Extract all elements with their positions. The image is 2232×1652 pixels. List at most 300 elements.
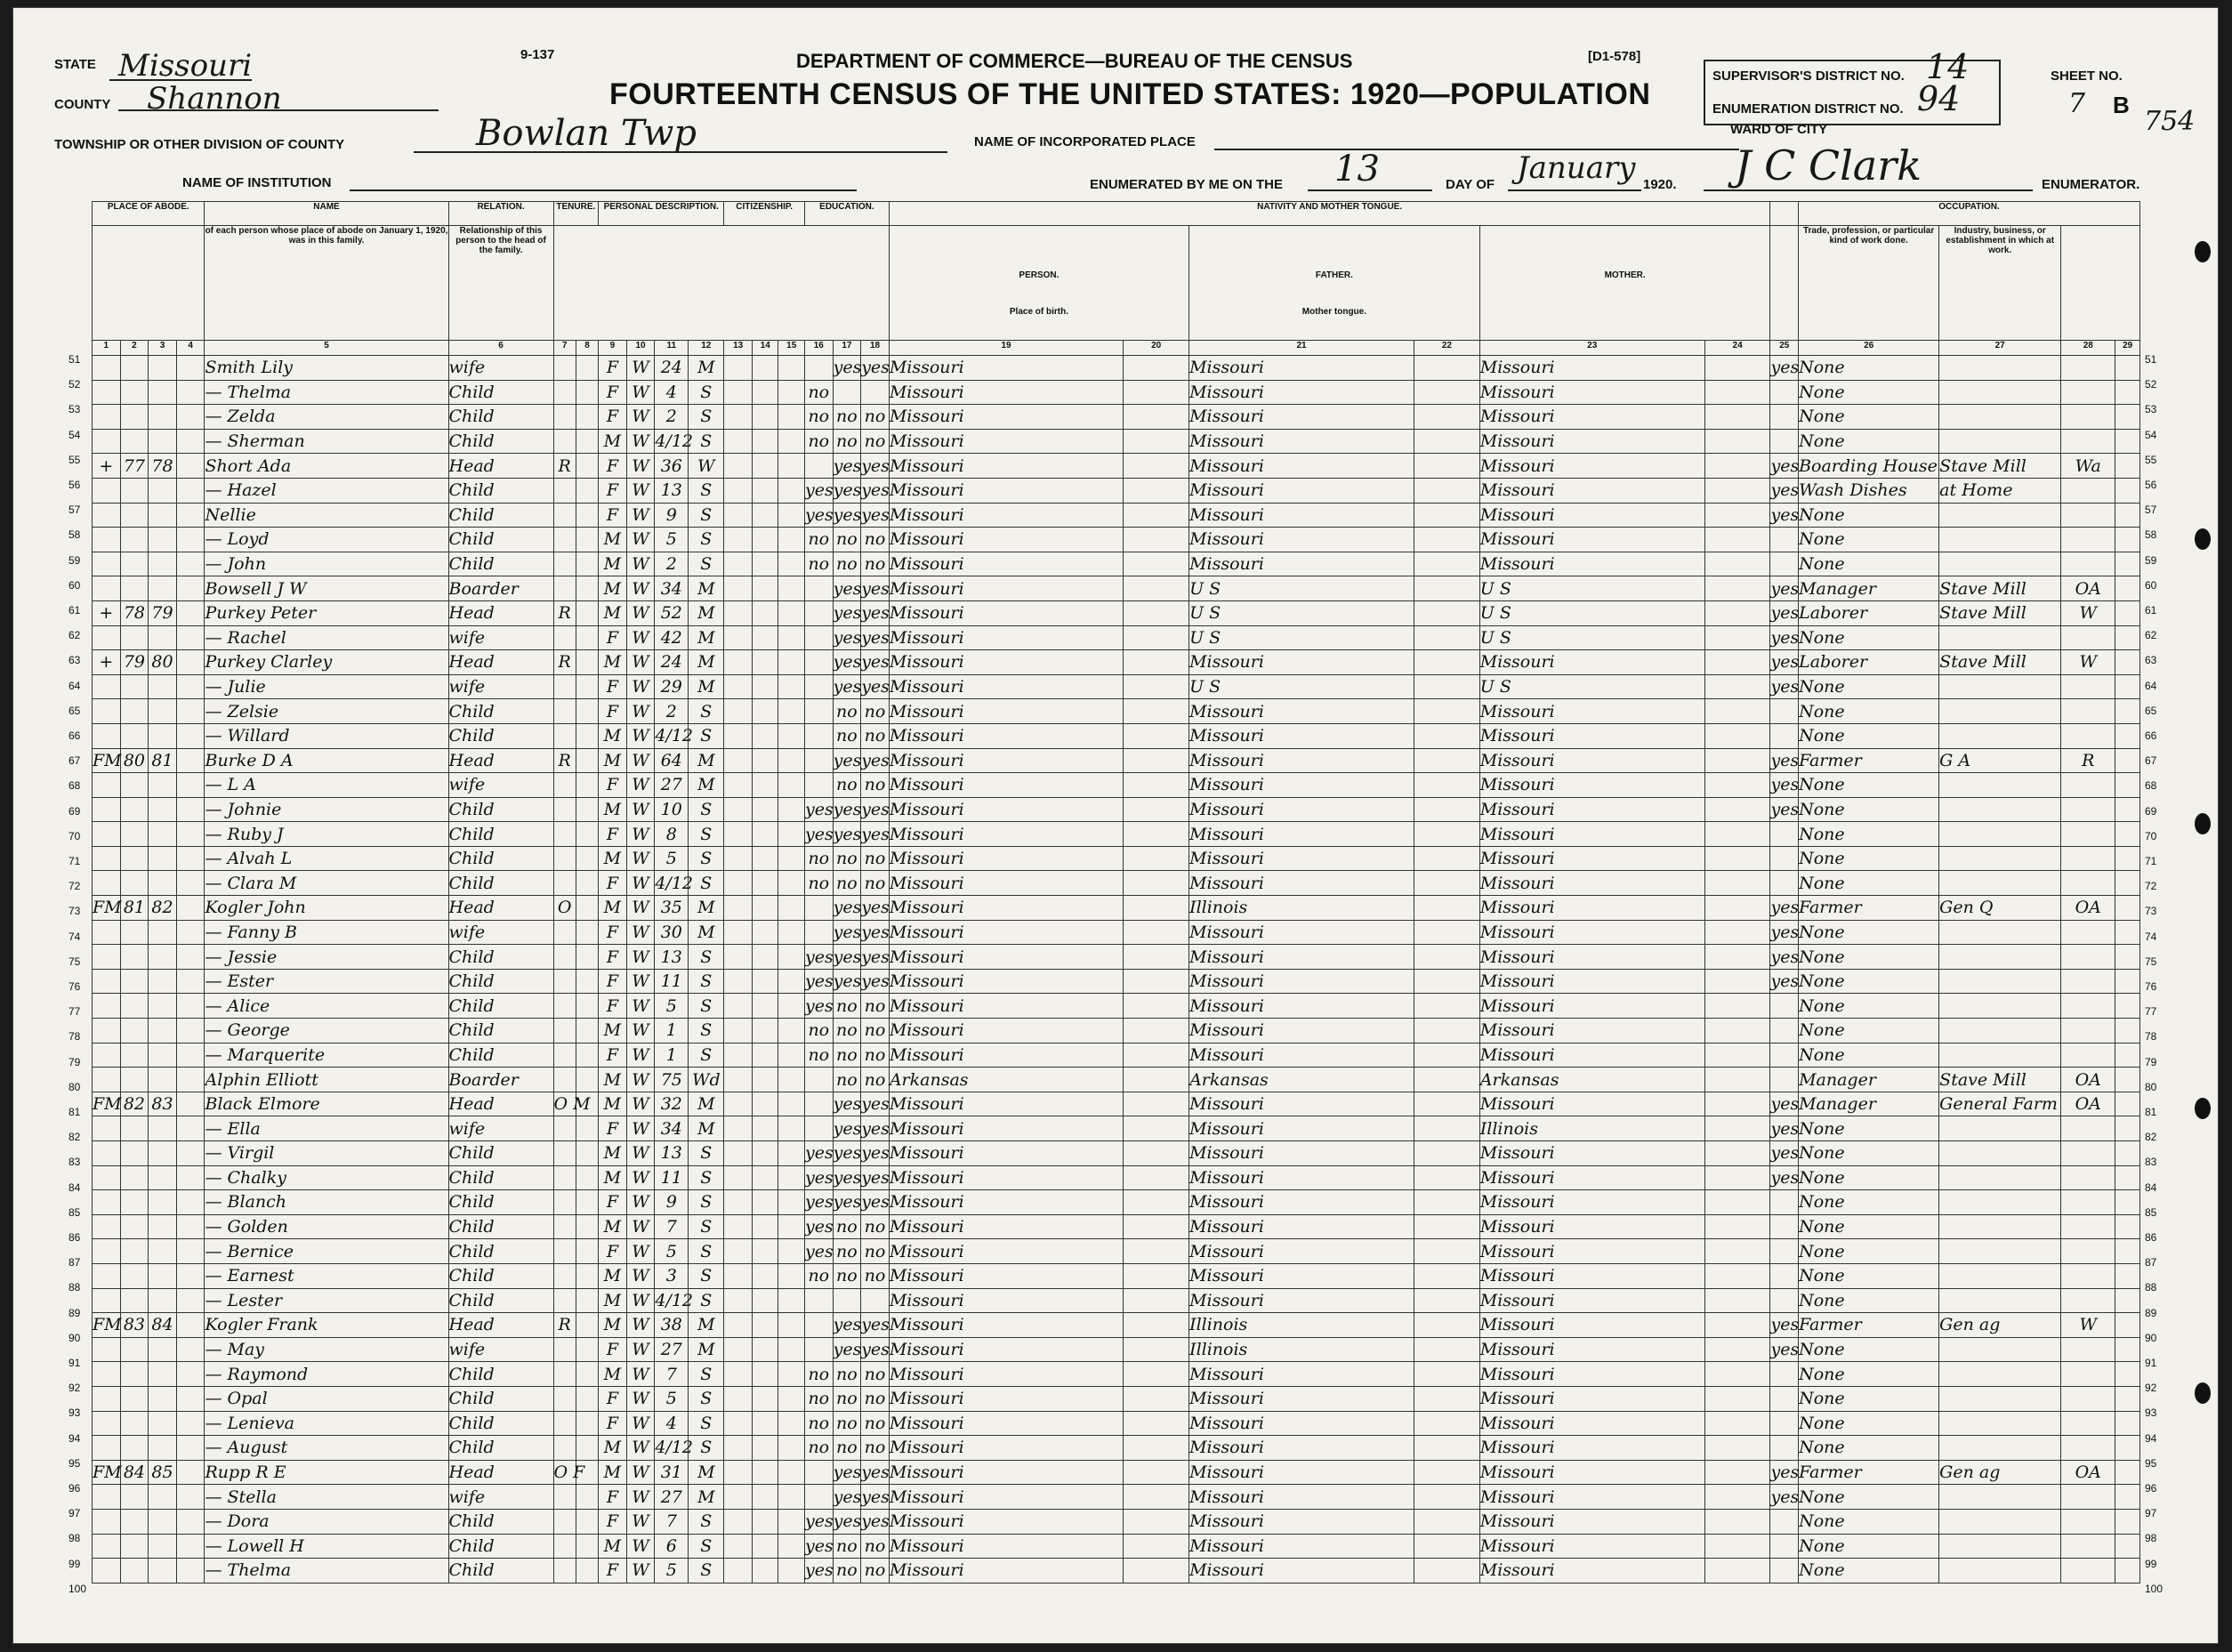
cell-mother-tongue xyxy=(1704,1436,1770,1461)
cell-person-birthplace: Missouri xyxy=(889,478,1123,503)
cell-mother-birthplace: Missouri xyxy=(1479,1263,1704,1288)
punch-hole xyxy=(2195,1098,2211,1119)
cell-farm-schedule xyxy=(2115,797,2140,822)
cell-father-birthplace: Illinois xyxy=(1189,896,1414,921)
cell-father-tongue xyxy=(1414,1116,1480,1141)
cell-person-birthplace: Missouri xyxy=(889,1141,1123,1166)
punch-hole xyxy=(2195,241,2211,262)
cell-father-tongue xyxy=(1414,1263,1480,1288)
cell-family-number xyxy=(149,478,177,503)
cell-dwelling-number xyxy=(120,1436,149,1461)
cell-tenure-owned xyxy=(553,1116,576,1141)
cell-year-immigration xyxy=(724,478,753,503)
cell-father-tongue xyxy=(1414,1190,1480,1215)
cell-farm-schedule xyxy=(2115,405,2140,430)
cell-speaks-english: yes xyxy=(1770,945,1799,970)
cell-family-number xyxy=(149,1509,177,1534)
cell-industry: Stave Mill xyxy=(1939,650,2061,675)
cell-attended-school: yes xyxy=(804,1141,833,1166)
cell-mother-birthplace: Missouri xyxy=(1479,699,1704,724)
column-number: 13 xyxy=(724,341,753,356)
cell-relation: wife xyxy=(448,674,553,699)
cell-abode-street: FM xyxy=(93,748,121,773)
cell-visitation-order xyxy=(176,994,205,1019)
cell-dwelling-number xyxy=(120,920,149,945)
cell-able-write xyxy=(861,380,890,405)
cell-sex: F xyxy=(599,945,627,970)
cell-year-immigration xyxy=(724,1411,753,1436)
desc-mother xyxy=(1479,226,1770,341)
cell-speaks-english xyxy=(1770,1386,1799,1411)
line-number: 68 xyxy=(2145,779,2157,793)
line-number: 60 xyxy=(2145,578,2157,592)
cell-tenure-owned xyxy=(553,478,576,503)
cell-sex: F xyxy=(599,1337,627,1362)
line-number: 75 xyxy=(2145,955,2157,968)
cell-person-tongue xyxy=(1124,1460,1189,1485)
cell-visitation-order xyxy=(176,1313,205,1338)
cell-visitation-order xyxy=(176,503,205,528)
cell-employer-class xyxy=(2061,846,2115,871)
cell-year-immigration xyxy=(724,969,753,994)
cell-person-birthplace: Missouri xyxy=(889,650,1123,675)
cell-mother-tongue xyxy=(1704,1460,1770,1485)
cell-mother-birthplace: Missouri xyxy=(1479,1214,1704,1239)
cell-naturalized xyxy=(752,871,778,896)
cell-family-number xyxy=(149,846,177,871)
cell-year-immigration xyxy=(724,625,753,650)
cell-tenure-owned xyxy=(553,1141,576,1166)
group-tenure: TENURE. xyxy=(553,202,599,226)
cell-father-tongue xyxy=(1414,1485,1480,1510)
cell-sex: M xyxy=(599,1019,627,1044)
cell-tenure-mortgage xyxy=(576,356,598,381)
cell-relation: Child xyxy=(448,1190,553,1215)
cell-industry xyxy=(1939,723,2061,748)
cell-person-name: — Zelda xyxy=(205,405,448,430)
cell-able-read: no xyxy=(833,994,861,1019)
cell-employer-class: W xyxy=(2061,600,2115,625)
cell-year-naturalization xyxy=(778,600,805,625)
cell-person-birthplace: Missouri xyxy=(889,380,1123,405)
cell-mother-birthplace: Missouri xyxy=(1479,1509,1704,1534)
line-number: 55 xyxy=(68,453,81,466)
cell-mother-tongue xyxy=(1704,1263,1770,1288)
cell-dwelling-number xyxy=(120,1239,149,1264)
cell-year-naturalization xyxy=(778,1288,805,1313)
cell-mother-birthplace: Missouri xyxy=(1479,1092,1704,1116)
cell-abode-street xyxy=(93,674,121,699)
cell-person-tongue xyxy=(1124,994,1189,1019)
cell-year-naturalization xyxy=(778,1509,805,1534)
cell-sex: M xyxy=(599,797,627,822)
cell-relation: wife xyxy=(448,1116,553,1141)
column-number: 19 xyxy=(889,341,1123,356)
cell-able-read: no xyxy=(833,1386,861,1411)
cell-able-write: no xyxy=(861,1362,890,1387)
cell-abode-street: FM xyxy=(93,1313,121,1338)
cell-mother-tongue xyxy=(1704,699,1770,724)
cell-tenure-mortgage xyxy=(576,699,598,724)
cell-farm-schedule xyxy=(2115,650,2140,675)
cell-person-name: — Clara M xyxy=(205,871,448,896)
cell-farm-schedule xyxy=(2115,1534,2140,1559)
table-row xyxy=(93,748,2140,773)
cell-visitation-order xyxy=(176,600,205,625)
cell-dwelling-number xyxy=(120,945,149,970)
cell-year-naturalization xyxy=(778,773,805,798)
cell-trade: None xyxy=(1799,356,1939,381)
cell-attended-school xyxy=(804,1116,833,1141)
cell-speaks-english: yes xyxy=(1770,576,1799,601)
table-row xyxy=(93,380,2140,405)
cell-tenure-mortgage xyxy=(576,1288,598,1313)
cell-industry xyxy=(1939,1043,2061,1068)
cell-person-tongue xyxy=(1124,1214,1189,1239)
cell-visitation-order xyxy=(176,1559,205,1584)
cell-tenure-owned xyxy=(553,723,576,748)
cell-naturalized xyxy=(752,380,778,405)
cell-mother-tongue xyxy=(1704,429,1770,454)
cell-person-tongue xyxy=(1124,528,1189,552)
table-row xyxy=(93,1092,2140,1116)
cell-abode-street xyxy=(93,797,121,822)
cell-speaks-english xyxy=(1770,1263,1799,1288)
cell-employer-class xyxy=(2061,1337,2115,1362)
column-number-row xyxy=(93,341,2140,356)
cell-race: W xyxy=(626,699,655,724)
cell-able-write: yes xyxy=(861,674,890,699)
cell-father-tongue xyxy=(1414,528,1480,552)
cell-speaks-english xyxy=(1770,994,1799,1019)
line-number: 53 xyxy=(68,403,81,416)
cell-tenure-mortgage xyxy=(576,1116,598,1141)
cell-dwelling-number xyxy=(120,1068,149,1092)
cell-person-tongue xyxy=(1124,1534,1189,1559)
table-row xyxy=(93,478,2140,503)
line-number: 74 xyxy=(68,930,81,943)
cell-speaks-english xyxy=(1770,380,1799,405)
cell-able-read: no xyxy=(833,1214,861,1239)
cell-naturalized xyxy=(752,356,778,381)
cell-tenure-mortgage xyxy=(576,1214,598,1239)
cell-family-number: 81 xyxy=(149,748,177,773)
cell-abode-street xyxy=(93,723,121,748)
cell-person-name: — August xyxy=(205,1436,448,1461)
cell-dwelling-number xyxy=(120,723,149,748)
cell-dwelling-number xyxy=(120,1043,149,1068)
cell-tenure-mortgage xyxy=(576,1141,598,1166)
cell-mother-birthplace: Missouri xyxy=(1479,969,1704,994)
cell-person-name: — Alvah L xyxy=(205,846,448,871)
cell-person-name: — John xyxy=(205,552,448,576)
supervisor-value: 14 xyxy=(1926,47,1970,86)
cell-marital-status: M xyxy=(689,773,724,798)
cell-sex: F xyxy=(599,1411,627,1436)
cell-trade: None xyxy=(1799,969,1939,994)
cell-speaks-english: yes xyxy=(1770,600,1799,625)
cell-family-number xyxy=(149,920,177,945)
line-number: 64 xyxy=(2145,679,2157,692)
enumerated-label: ENUMERATED BY ME ON THE xyxy=(1090,177,1283,192)
cell-sex: F xyxy=(599,356,627,381)
cell-sex: F xyxy=(599,674,627,699)
cell-race: W xyxy=(626,1214,655,1239)
enumerator-signature: J C Clark xyxy=(1735,141,1922,189)
cell-father-tongue xyxy=(1414,797,1480,822)
cell-year-naturalization xyxy=(778,994,805,1019)
cell-father-birthplace: Missouri xyxy=(1189,503,1414,528)
cell-able-read: yes xyxy=(833,356,861,381)
cell-race: W xyxy=(626,503,655,528)
line-number: 97 xyxy=(68,1507,81,1520)
cell-year-naturalization xyxy=(778,1411,805,1436)
cell-age: 42 xyxy=(655,625,689,650)
cell-sex: F xyxy=(599,1239,627,1264)
cell-marital-status: S xyxy=(689,994,724,1019)
cell-family-number xyxy=(149,576,177,601)
group-occupation: OCCUPATION. xyxy=(1799,202,2140,226)
cell-visitation-order xyxy=(176,405,205,430)
line-number: 97 xyxy=(2145,1507,2157,1520)
cell-year-immigration xyxy=(724,552,753,576)
county-label: COUNTY xyxy=(54,97,111,112)
cell-able-read: yes xyxy=(833,625,861,650)
cell-person-birthplace: Missouri xyxy=(889,429,1123,454)
line-number: 65 xyxy=(68,704,81,717)
cell-trade: None xyxy=(1799,674,1939,699)
cell-speaks-english: yes xyxy=(1770,1165,1799,1190)
cell-father-birthplace: Missouri xyxy=(1189,1362,1414,1387)
cell-relation: Child xyxy=(448,1559,553,1584)
cell-industry: Stave Mill xyxy=(1939,1068,2061,1092)
cell-mother-birthplace: Missouri xyxy=(1479,994,1704,1019)
cell-race: W xyxy=(626,1534,655,1559)
cell-mother-tongue xyxy=(1704,1362,1770,1387)
cell-age: 4/12 xyxy=(655,429,689,454)
cell-person-birthplace: Missouri xyxy=(889,454,1123,479)
cell-tenure-mortgage xyxy=(576,994,598,1019)
cell-year-naturalization xyxy=(778,405,805,430)
cell-person-birthplace: Arkansas xyxy=(889,1068,1123,1092)
cell-able-read: no xyxy=(833,429,861,454)
cell-tenure-mortgage xyxy=(576,920,598,945)
cell-industry xyxy=(1939,871,2061,896)
cell-able-write: no xyxy=(861,1386,890,1411)
line-number: 100 xyxy=(2145,1582,2164,1595)
line-number: 55 xyxy=(2145,453,2157,466)
cell-race: W xyxy=(626,625,655,650)
cell-trade: None xyxy=(1799,1214,1939,1239)
cell-marital-status: S xyxy=(689,429,724,454)
cell-dwelling-number xyxy=(120,429,149,454)
cell-year-immigration xyxy=(724,528,753,552)
cell-speaks-english xyxy=(1770,528,1799,552)
cell-attended-school: no xyxy=(804,429,833,454)
line-number: 51 xyxy=(68,353,81,366)
cell-sex: F xyxy=(599,454,627,479)
table-row xyxy=(93,405,2140,430)
cell-year-immigration xyxy=(724,674,753,699)
cell-mother-tongue xyxy=(1704,1411,1770,1436)
cell-relation: Child xyxy=(448,846,553,871)
cell-tenure-mortgage xyxy=(576,797,598,822)
cell-attended-school: no xyxy=(804,552,833,576)
table-row xyxy=(93,871,2140,896)
cell-employer-class xyxy=(2061,356,2115,381)
cell-speaks-english: yes xyxy=(1770,625,1799,650)
cell-attended-school: no xyxy=(804,1263,833,1288)
line-number: 58 xyxy=(68,528,81,542)
cell-visitation-order xyxy=(176,723,205,748)
cell-industry xyxy=(1939,1411,2061,1436)
cell-tenure-owned xyxy=(553,994,576,1019)
cell-sex: M xyxy=(599,1362,627,1387)
cell-relation: Child xyxy=(448,699,553,724)
cell-mother-tongue xyxy=(1704,600,1770,625)
incorporated-label: NAME OF INCORPORATED PLACE xyxy=(974,134,1196,149)
line-number: 63 xyxy=(2145,654,2157,667)
cell-visitation-order xyxy=(176,356,205,381)
cell-year-naturalization xyxy=(778,1116,805,1141)
cell-naturalized xyxy=(752,1165,778,1190)
cell-attended-school: no xyxy=(804,1019,833,1044)
line-number: 53 xyxy=(2145,403,2157,416)
cell-marital-status: S xyxy=(689,552,724,576)
desc-employer xyxy=(2061,226,2140,341)
line-number: 67 xyxy=(2145,754,2157,768)
day-of-label: DAY OF xyxy=(1446,177,1495,192)
ed-label: ENUMERATION DISTRICT NO. xyxy=(1712,101,1904,117)
cell-able-read: yes xyxy=(833,1165,861,1190)
cell-relation: Child xyxy=(448,380,553,405)
cell-mother-birthplace: Missouri xyxy=(1479,748,1704,773)
cell-visitation-order xyxy=(176,1460,205,1485)
cell-relation: wife xyxy=(448,920,553,945)
cell-father-tongue xyxy=(1414,1214,1480,1239)
cell-speaks-english: yes xyxy=(1770,1092,1799,1116)
line-number: 92 xyxy=(2145,1382,2157,1395)
cell-father-birthplace: U S xyxy=(1189,576,1414,601)
cell-able-read: no xyxy=(833,723,861,748)
cell-year-naturalization xyxy=(778,454,805,479)
cell-able-read: no xyxy=(833,405,861,430)
cell-person-tongue xyxy=(1124,846,1189,871)
cell-person-name: — Chalky xyxy=(205,1165,448,1190)
cell-father-birthplace: Missouri xyxy=(1189,822,1414,847)
cell-industry xyxy=(1939,1485,2061,1510)
cell-able-write: yes xyxy=(861,1165,890,1190)
cell-age: 11 xyxy=(655,969,689,994)
description-header-row xyxy=(93,226,2140,341)
cell-attended-school xyxy=(804,748,833,773)
cell-year-immigration xyxy=(724,1362,753,1387)
cell-father-birthplace: Missouri xyxy=(1189,528,1414,552)
cell-person-name: — George xyxy=(205,1019,448,1044)
cell-person-birthplace: Missouri xyxy=(889,896,1123,921)
cell-tenure-mortgage xyxy=(576,896,598,921)
enumerated-day: 13 xyxy=(1334,149,1380,189)
cell-tenure-mortgage xyxy=(576,380,598,405)
cell-race: W xyxy=(626,478,655,503)
cell-mother-birthplace: Missouri xyxy=(1479,1411,1704,1436)
cell-relation: wife xyxy=(448,1485,553,1510)
cell-naturalized xyxy=(752,699,778,724)
cell-farm-schedule xyxy=(2115,380,2140,405)
cell-able-write: no xyxy=(861,1559,890,1584)
cell-dwelling-number: 82 xyxy=(120,1092,149,1116)
cell-abode-street xyxy=(93,503,121,528)
cell-family-number xyxy=(149,356,177,381)
cell-able-read: yes xyxy=(833,748,861,773)
cell-farm-schedule xyxy=(2115,576,2140,601)
line-number: 84 xyxy=(2145,1181,2157,1194)
cell-year-immigration xyxy=(724,600,753,625)
cell-dwelling-number xyxy=(120,625,149,650)
line-number: 63 xyxy=(68,654,81,667)
cell-able-write: yes xyxy=(861,797,890,822)
cell-tenure-mortgage xyxy=(576,650,598,675)
cell-person-birthplace: Missouri xyxy=(889,1239,1123,1264)
cell-visitation-order xyxy=(176,552,205,576)
cell-abode-street xyxy=(93,871,121,896)
cell-trade: Wash Dishes xyxy=(1799,478,1939,503)
cell-person-name: — Lowell H xyxy=(205,1534,448,1559)
cell-father-birthplace: Missouri xyxy=(1189,1288,1414,1313)
cell-family-number xyxy=(149,1019,177,1044)
cell-relation: Child xyxy=(448,552,553,576)
cell-employer-class xyxy=(2061,1165,2115,1190)
cell-farm-schedule xyxy=(2115,1239,2140,1264)
cell-family-number xyxy=(149,674,177,699)
cell-sex: F xyxy=(599,380,627,405)
cell-able-read: no xyxy=(833,1436,861,1461)
cell-year-immigration xyxy=(724,699,753,724)
cell-person-birthplace: Missouri xyxy=(889,674,1123,699)
cell-marital-status: M xyxy=(689,600,724,625)
cell-mother-birthplace: Missouri xyxy=(1479,405,1704,430)
table-row xyxy=(93,650,2140,675)
township-label: TOWNSHIP OR OTHER DIVISION OF COUNTY xyxy=(54,137,345,152)
cell-abode-street xyxy=(93,1436,121,1461)
cell-visitation-order xyxy=(176,1190,205,1215)
column-number: 4 xyxy=(176,341,205,356)
cell-person-birthplace: Missouri xyxy=(889,1362,1123,1387)
cell-trade: None xyxy=(1799,994,1939,1019)
table-row xyxy=(93,503,2140,528)
cell-trade: None xyxy=(1799,1043,1939,1068)
cell-family-number xyxy=(149,797,177,822)
cell-farm-schedule xyxy=(2115,528,2140,552)
cell-dwelling-number xyxy=(120,994,149,1019)
cell-tenure-owned xyxy=(553,1239,576,1264)
cell-age: 38 xyxy=(655,1313,689,1338)
cell-tenure-owned xyxy=(553,1485,576,1510)
cell-family-number: 82 xyxy=(149,896,177,921)
cell-person-tongue xyxy=(1124,1019,1189,1044)
cell-able-read: no xyxy=(833,1019,861,1044)
cell-attended-school xyxy=(804,1092,833,1116)
cell-attended-school: no xyxy=(804,871,833,896)
cell-family-number xyxy=(149,1534,177,1559)
column-number: 16 xyxy=(804,341,833,356)
cell-visitation-order xyxy=(176,380,205,405)
cell-relation: Child xyxy=(448,723,553,748)
cell-speaks-english xyxy=(1770,1288,1799,1313)
cell-mother-tongue xyxy=(1704,773,1770,798)
cell-dwelling-number: 83 xyxy=(120,1313,149,1338)
cell-person-tongue xyxy=(1124,380,1189,405)
